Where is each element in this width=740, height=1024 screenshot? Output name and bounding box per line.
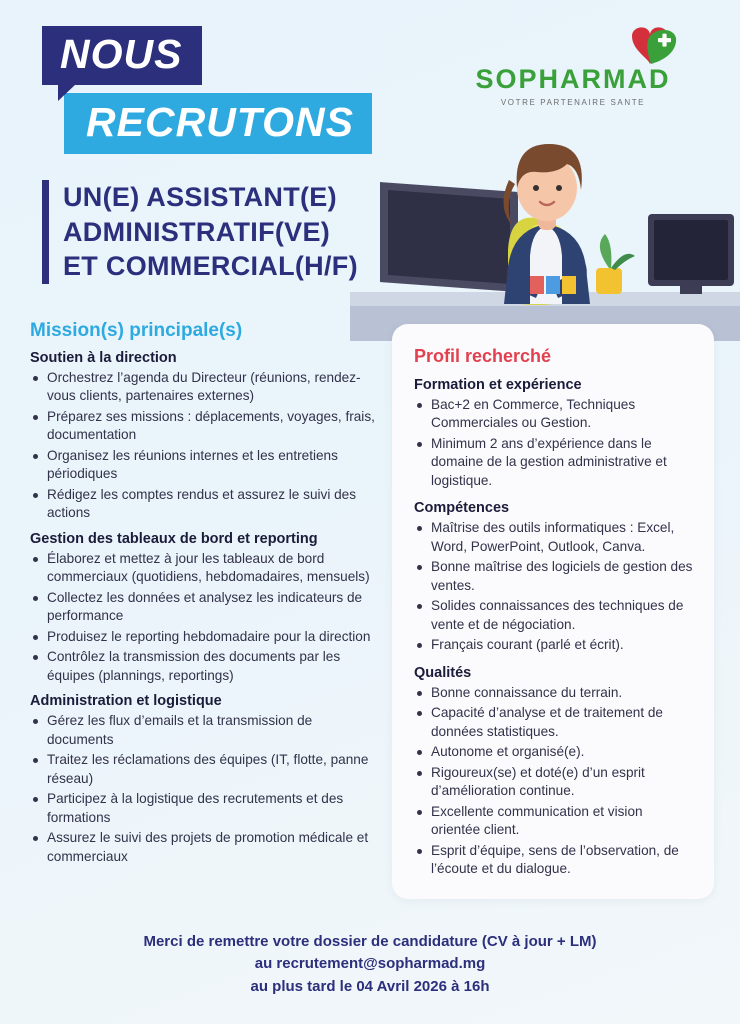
profile-list-1 [414,519,694,654]
list-item: Bonne connaissance du terrain. [414,684,694,702]
cross-leaf-icon [618,24,680,72]
list-item: Maîtrise des outils informatiques : Excel, Word, PowerPoint, Outlook, Canva. [414,519,694,556]
logo-tagline: VOTRE PARTENAIRE SANTE [500,98,646,107]
page-title [42,180,358,284]
missions-section-title-0: Soutien à la direction [30,350,177,366]
poster-header [0,0,740,310]
profile-heading: Profil recherché [414,346,552,366]
profile-list-2 [414,684,694,879]
list-item: Esprit d’équipe, sens de l’observation, de l’écoute et du dialogue. [414,842,694,879]
profile-list-0 [414,396,694,490]
job-title-line-2: ADMINISTRATIF(VE) [63,216,331,247]
list-item: Organisez les réunions internes et les entretiens périodiques [30,447,378,484]
list-item: Rédigez les comptes rendus et assurez le suivi des actions [30,486,378,523]
list-item: Français courant (parlé et écrit). [414,636,694,654]
list-item: Autonome et organisé(e). [414,743,694,761]
list-item: Rigoureux(se) et doté(e) d’un esprit d’amélioration continue. [414,764,694,801]
missions-list-1 [30,550,378,685]
poster-body [0,312,740,922]
list-item: Bonne maîtrise des logiciels de gestion des ventes. [414,558,694,595]
list-item: Élaborez et mettez à jour les tableaux de bord commerciaux (quotidiens, hebdomadaires, mensuels) [30,550,378,587]
woman-at-desk-illustration [350,96,740,341]
list-item: Bac+2 en Commerce, Techniques Commerciales ou Gestion. [414,396,694,433]
footer-line-3: au plus tard le 04 Avril 2026 à 16h [250,977,490,995]
list-item: Minimum 2 ans d’expérience dans le domaine de la gestion administrative et logistique. [414,435,694,490]
list-item: Capacité d’analyse et de traitement de données statistiques. [414,704,694,741]
missions-list-2 [30,712,378,866]
list-item: Solides connaissances des techniques de vente et de négociation. [414,597,694,634]
application-footer [0,931,740,999]
list-item: Participez à la logistique des recrutements et des formations [30,790,378,827]
list-item: Traitez les réclamations des équipes (IT, flotte, panne réseau) [30,751,378,788]
list-item: Gérez les flux d’emails et la transmission de documents [30,712,378,749]
profile-card [392,324,714,899]
profile-section-title-0: Formation et expérience [414,377,582,393]
list-item: Assurez le suivi des projets de promotion médicale et commerciaux [30,829,378,866]
missions-section-title-1: Gestion des tableaux de bord et reporting [30,530,318,547]
missions-list-0 [30,369,378,523]
list-item: Produisez le reporting hebdomadaire pour la direction [30,628,378,646]
job-title-line-3: ET COMMERCIAL(H/F) [63,251,358,282]
profile-section-title-1: Compétences [414,500,510,517]
footer-line-2: au recrutement@sopharmad.mg [254,955,486,972]
footer-line-1: Merci de remettre votre dossier de candidature (CV à jour + LM) [143,932,597,950]
profile-section-title-2: Qualités [414,664,472,681]
list-item: Contrôlez la transmission des documents par les équipes (plannings, reportings) [30,648,378,685]
missions-section-title-2: Administration et logistique [30,693,222,710]
list-item: Excellente communication et vision orientée client. [414,803,694,840]
missions-heading: Mission(s) principale(s) [30,320,243,341]
list-item: Collectez les données et analysez les indicateurs de performance [30,589,378,626]
missions-column [30,320,378,868]
we-are-hiring-banner [42,26,354,154]
list-item: Préparez ses missions : déplacements, voyages, frais, documentation [30,408,378,445]
banner-line-nous: NOUS [42,26,202,85]
banner-line-recrutons: RECRUTONS [64,93,372,154]
list-item: Orchestrez l’agenda du Directeur (réunions, rendez-vous clients, partenaires externes) [30,369,378,406]
job-title-line-1: UN(E) ASSISTANT(E) [63,182,337,212]
logo-company-name: SOPHARMAD [475,64,671,94]
